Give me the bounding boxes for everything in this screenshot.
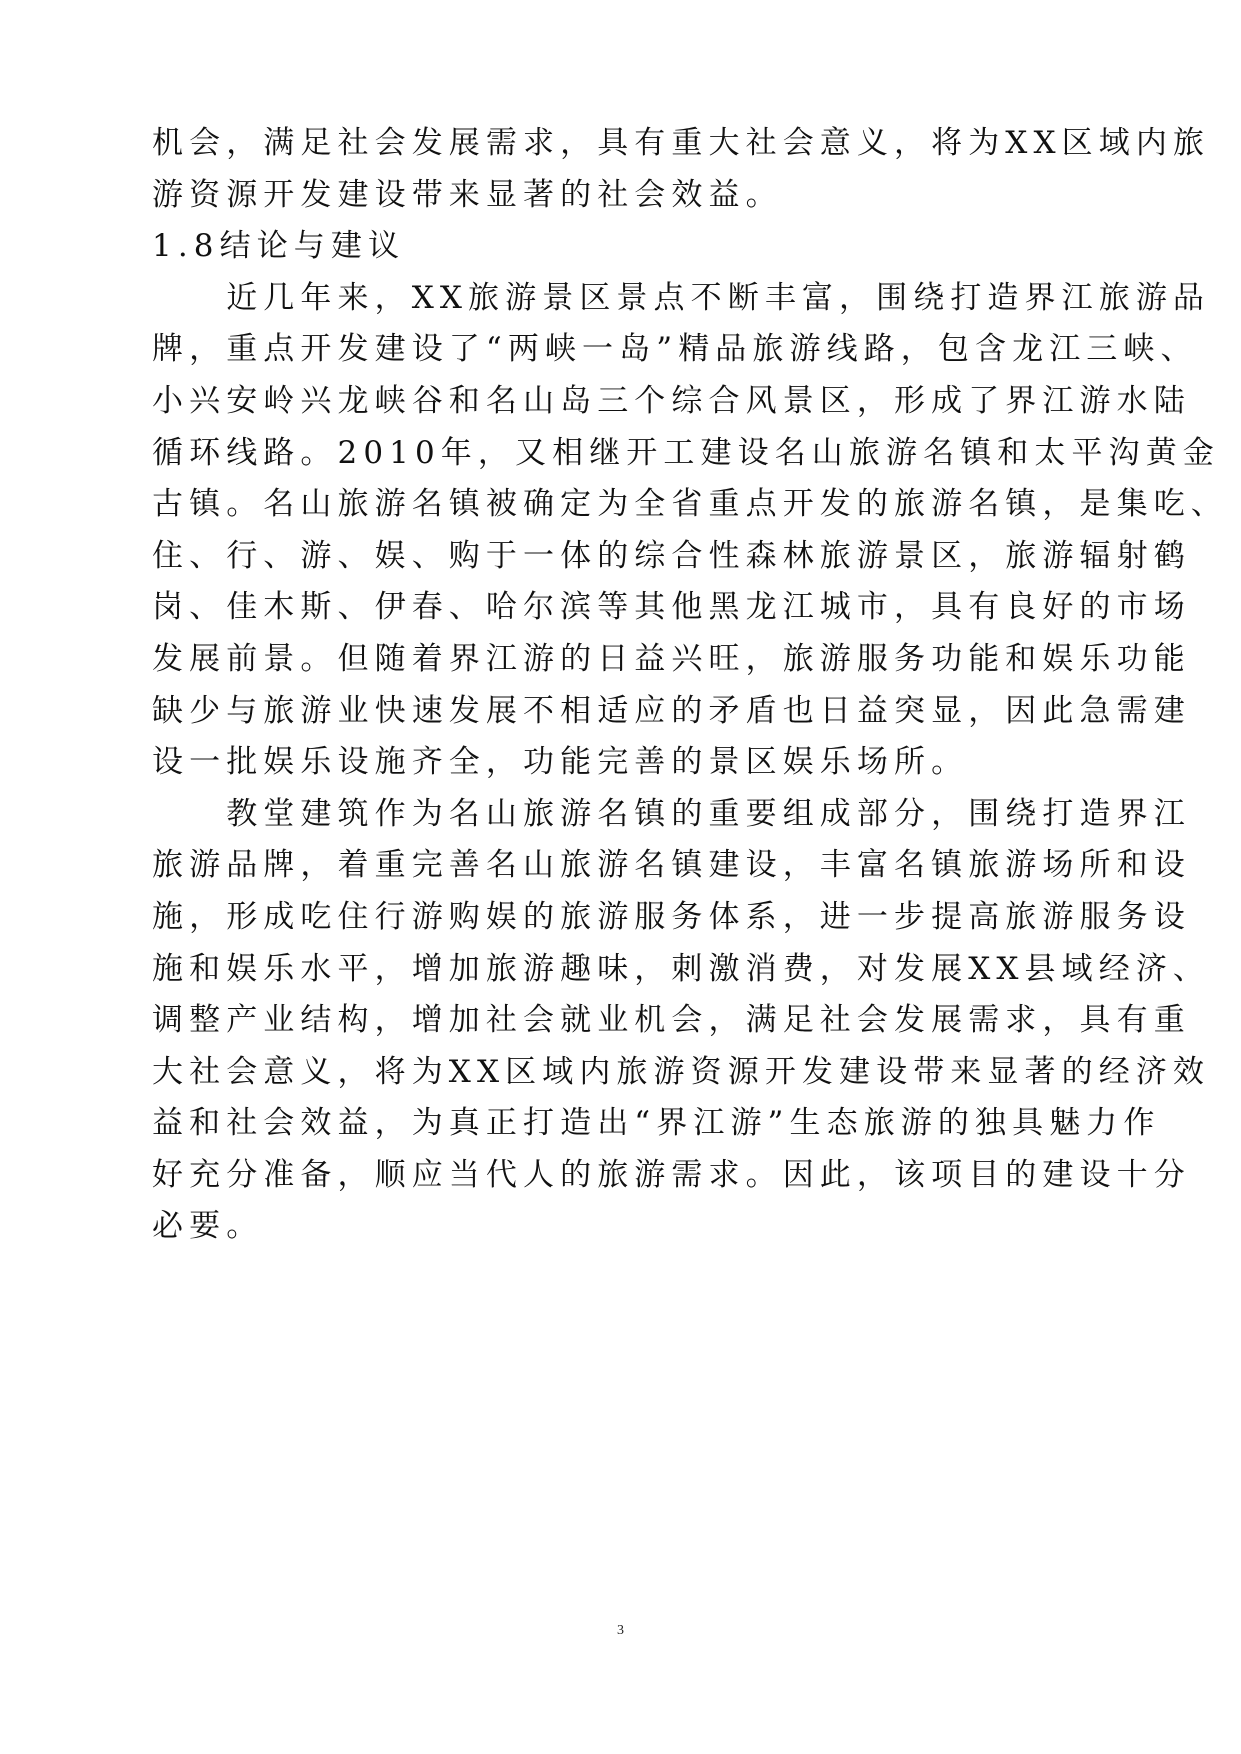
paragraph-line: 游资源开发建设带来显著的社会效益。 — [152, 176, 783, 213]
paragraph-line: 施和娱乐水平，增加旅游趣味，刺激消费，对发展XX县域经济、 — [152, 950, 1211, 987]
paragraph-line: 益和社会效益，为真正打造出“界江游”生态旅游的独具魅力作 — [152, 1105, 1161, 1142]
paragraph-line: 岗、佳木斯、伊春、哈尔滨等其他黑龙江城市，具有良好的市场 — [152, 589, 1191, 626]
paragraph-line: 大社会意义，将为XX区域内旅游资源开发建设带来显著的经济效 — [152, 1053, 1211, 1090]
paragraph-line: 古镇。名山旅游名镇被确定为全省重点开发的旅游名镇，是集吃、 — [152, 486, 1228, 523]
page-number: 3 — [617, 1623, 624, 1638]
paragraph-line: 必要。 — [152, 1208, 264, 1245]
paragraph-line: 旅游品牌，着重完善名山旅游名镇建设，丰富名镇旅游场所和设 — [152, 847, 1191, 884]
paragraph-line: 设一批娱乐设施齐全，功能完善的景区娱乐场所。 — [152, 744, 969, 781]
paragraph-line: 好充分准备，顺应当代人的旅游需求。因此，该项目的建设十分 — [152, 1156, 1191, 1193]
paragraph-line: 缺少与旅游业快速发展不相适应的矛盾也日益突显，因此急需建 — [152, 692, 1191, 729]
paragraph-line: 住、行、游、娱、购于一体的综合性森林旅游景区，旅游辐射鹤 — [152, 537, 1191, 574]
paragraph-line: 近几年来，XX旅游景区景点不断丰富，围绕打造界江旅游品 — [152, 279, 1211, 316]
body-text — [152, 118, 1228, 1253]
paragraph-line: 调整产业结构，增加社会就业机会，满足社会发展需求，具有重 — [152, 1002, 1191, 1039]
paragraph-line: 机会，满足社会发展需求，具有重大社会意义，将为XX区域内旅 — [152, 125, 1211, 161]
paragraph-line: 教堂建筑作为名山旅游名镇的重要组成部分，围绕打造界江 — [152, 795, 1191, 832]
paragraph-line: 施，形成吃住行游购娱的旅游服务体系，进一步提高旅游服务设 — [152, 898, 1191, 935]
paragraph-line: 循环线路。2010年，又相继开工建设名山旅游名镇和太平沟黄金 — [152, 434, 1220, 471]
paragraph-line: 发展前景。但随着界江游的日益兴旺，旅游服务功能和娱乐功能 — [152, 640, 1191, 677]
section-heading: 1.8结论与建议 — [152, 228, 406, 265]
paragraph-line: 小兴安岭兴龙峡谷和名山岛三个综合风景区，形成了界江游水陆 — [152, 382, 1191, 419]
paragraph-line: 牌，重点开发建设了“两峡一岛”精品旅游线路，包含龙江三峡、 — [152, 331, 1198, 368]
